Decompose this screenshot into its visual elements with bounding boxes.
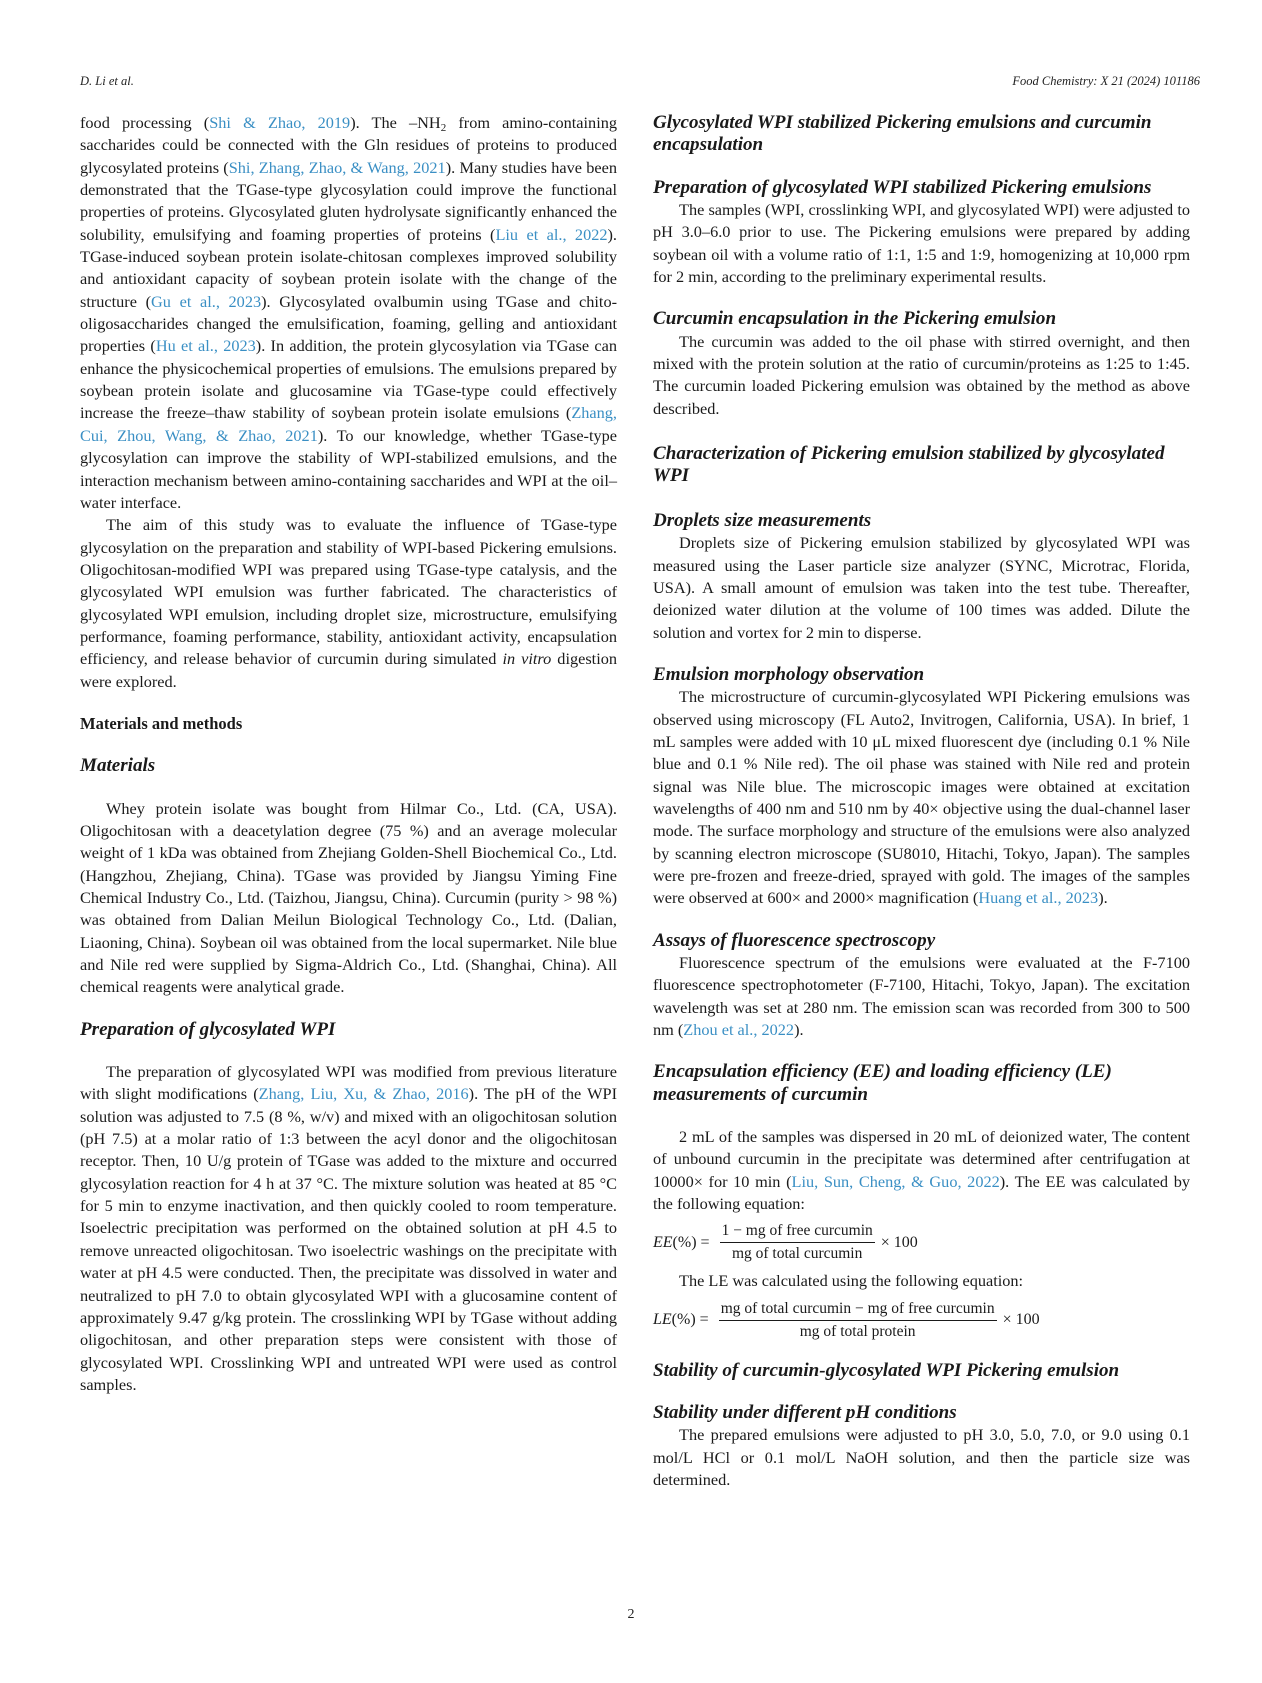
- right-column: [653, 112, 1190, 1492]
- subheading-characterization: Characterization of Pickering emulsion stabilized by glycosylated WPI: [653, 443, 1165, 487]
- denominator: mg of total protein: [799, 1322, 916, 1340]
- intro-paragraph-continued: food processing (Shi & Zhao, 2019). The $-NH_2$ from amino-containing saccharides could be connected with the Gln residues of proteins to produced glycosylated proteins (Shi, Zhang, Zhao, & Wang, 2021). Many studies have been demonstrated that the TGase-type glycosylation could improve the functional properties of proteins. Glycosylated gluten hydrolysate significantly enhanced the solubility, emulsifying and foaming properties of proteins (Liu et al., 2022). TGase-induced soybean protein isolate-chitosan complexes improved solubility and antioxidant capacity of soybean protein isolate with the change of the structure (Gu et al., 2023). Glycosylated ovalbumin using TGase and chito-oligosaccharides changed the emulsification, foaming, gelling and antioxidant properties (Hu et al., 2023). In addition, the protein glycosylation via TGase can enhance the physicochemical properties of emulsions. The emulsions prepared by soybean protein isolate and glucosamine via TGase-type could effectively increase the freeze–thaw stability of soybean protein isolate emulsions (Zhang, Cui, Zhou, Wang, & Zhao, 2021). To our knowledge, whether TGase-type glycosylation can improve the stability of WPI-stabilized emulsions, and the interaction mechanism between amino-containing saccharides and WPI at the oil–water interface.: [80, 113, 618, 512]
- le-intro: The LE was calculated using the following equation:: [679, 1271, 1024, 1291]
- citation-link[interactable]: Hu et al., 2023: [155, 336, 256, 356]
- aim-paragraph: The aim of this study was to evaluate the influence of TGase-type glycosylation on the preparation and stability of WPI-based Pickering emulsions. Oligochitosan-modified WPI was prepared using TGase-type catalysis, and the glycosylated WPI emulsion was further fabricated. The characteristics of glycosylated WPI emulsion, including droplet size, microstructure, emulsifying performance, foaming performance, stability, antioxidant activity, encapsulation efficiency, and release behavior of curcumin during simulated in vitro digestion were explored.: [80, 515, 617, 691]
- page-number: 2: [627, 1607, 635, 1622]
- emulsion-morphology-paragraph: The microstructure of curcumin-glycosylated WPI Pickering emulsions was observed using microscopy (FL Auto2, Invitrogen, California, USA). In brief, 1 mL samples were added with 10 μL mixed fluorescent dye (including 0.1 % Nile blue and 0.1 % Nile red). The oil phase was stained with Nile red and protein signal was Nile blue. The microscopic images were obtained at excitation wavelengths of 400 nm and 510 nm by 40× objective using the dual-channel laser mode. The surface morphology and structure of the emulsions were also analyzed by scanning electron microscope (SU8010, Hitachi, Tokyo, Japan). The samples were pre-frozen and freeze-dried, sprayed with gold. The images of the samples were observed at 600× and 2000× magnification (Huang et al., 2023).: [653, 687, 1190, 908]
- citation-link[interactable]: Zhou et al., 2022: [683, 1020, 795, 1040]
- left-column: [80, 112, 617, 1396]
- ee-le-paragraph: 2 mL of the samples was dispersed in 20 mL of deionized water, The content of unbound curcumin in the precipitate was determined after centrifugation at 10000× for 10 min (Liu, Sun, Cheng, & Guo, 2022). The EE was calculated by the following equation:: [653, 1127, 1190, 1214]
- subheading-preparation-emulsions: Preparation of glycosylated WPI stabilized Pickering emulsions: [653, 176, 1152, 198]
- citation-link[interactable]: Zhang, Cui, Zhou, Wang, & Zhao, 2021: [80, 403, 617, 445]
- subheading-glycosylated-wpi-emulsions: Glycosylated WPI stabilized Pickering emulsions and curcumin encapsulation: [653, 112, 1152, 156]
- subheading-materials: Materials: [80, 755, 156, 777]
- subheading-emulsion-morphology: Emulsion morphology observation: [653, 663, 925, 685]
- subheading-ph-stability: Stability under different pH conditions: [653, 1402, 957, 1424]
- fraction: [720, 1221, 875, 1264]
- subheading-stability: Stability of curcumin-glycosylated WPI Pickering emulsion: [653, 1359, 1120, 1381]
- fluorescence-paragraph: Fluorescence spectrum of the emulsions were evaluated at the F-7100 fluorescence spectrophotometer (F-7100, Hitachi, Tokyo, Japan). The excitation wavelength was set at 280 nm. The emission scan was recorded from 300 to 500 nm (Zhou et al., 2022).: [653, 953, 1190, 1040]
- numerator: 1 − mg of free curcumin: [720, 1221, 875, 1243]
- equation-le: LE(%) = $\frac{\text{mg of total curcumin − mg of free curcumin}}{\text{mg of total protein}}$ × 100: [653, 1299, 1040, 1340]
- running-head-journal: Food Chemistry: X 21 (2024) 101186: [1012, 74, 1200, 88]
- citation-link[interactable]: Shi & Zhao, 2019: [209, 113, 351, 132]
- denominator: mg of total curcumin: [731, 1245, 863, 1263]
- preparation-emulsions-paragraph: The samples (WPI, crosslinking WPI, and glycosylated WPI) were adjusted to pH 3.0–6.0 prior to use. The Pickering emulsions were prepared by adding soybean oil with a volume ratio of 1:1, 1:5 and 1:9, homogenizing at 10,000 rpm for 2 min, according to the preliminary experimental results.: [653, 200, 1190, 287]
- fraction: [719, 1299, 997, 1342]
- section-heading-materials-methods: Materials and methods: [80, 713, 243, 733]
- numerator: mg of total curcumin − mg of free curcumin: [719, 1299, 997, 1321]
- preparation-paragraph: The preparation of glycosylated WPI was modified from previous literature with slight modifications (Zhang, Liu, Xu, & Zhao, 2016). The pH of the WPI solution was adjusted to 7.5 (8 %, w/v) and mixed with an oligochitosan solution (pH 7.5) at a molar ratio of 1:3 between the acyl donor and the oligochitosan receptor. Then, 10 U/g protein of TGase was added to the mixture and occurred glycosylation reaction for 4 h at 37 °C. The mixture solution was heated at 85 °C for 5 min to enzyme inactivation, and then quickly cooled to room temperature. Isoelectric precipitation was performed on the obtained solution at pH 4.5 to remove unreacted oligochitosan. Two isoelectric washings on the precipitate with water at pH 4.5 were conducted. Then, the precipitate was dissolved in water and neutralized to pH 7.0 to obtain glycosylated WPI with a glucosamine content of approximately 9.47 g/kg protein. The crosslinking WPI by TGase without adding oligochitosan, and other preparation steps were consistent with those of glycosylated WPI. Crosslinking WPI and untreated WPI were used as control samples.: [80, 1062, 618, 1394]
- citation-link[interactable]: Huang et al., 2023: [978, 888, 1099, 908]
- equation-ee: EE(%) = $\frac{\text{1 − mg of free curcumin}}{\text{mg of total curcumin}}$ × 100: [653, 1222, 918, 1263]
- droplets-size-paragraph: Droplets size of Pickering emulsion stabilized by glycosylated WPI was measured using the Laser particle size analyzer (SYNC, Microtrac, Florida, USA). A small amount of emulsion was taken into the test tube. Thereafter, deionized water dilution at the volume of 100 times was added. Dilute the solution and vortex for 2 min to disperse.: [653, 533, 1190, 642]
- subheading-preparation-glycosylated-wpi: Preparation of glycosylated WPI: [80, 1018, 336, 1040]
- subheading-ee-le: Encapsulation efficiency (EE) and loading efficiency (LE) measurements of curcumin: [653, 1061, 1112, 1105]
- citation-link[interactable]: Gu et al., 2023: [151, 291, 262, 311]
- materials-paragraph: Whey protein isolate was bought from Hilmar Co., Ltd. (CA, USA). Oligochitosan with a deacetylation degree (75 %) and an average molecular weight of 1 kDa was obtained from Zhejiang Golden-Shell Biochemical Co., Ltd. (Hangzhou, Zhejiang, China). TGase was provided by Jiangsu Yiming Fine Chemical Industry Co., Ltd. (Taizhou, Jiangsu, China). Curcumin (purity > 98 %) was obtained from Dalian Meilun Biological Technology Co., Ltd. (Dalian, Liaoning, China). Soybean oil was obtained from the local supermarket. Nile blue and Nile red were supplied by Sigma-Aldrich Co., Ltd. (Shanghai, China). All chemical reagents were analytical grade.: [80, 798, 617, 997]
- running-head-authors: D. Li et al.: [80, 74, 134, 88]
- citation-link[interactable]: Liu, Sun, Cheng, & Guo, 2022: [791, 1171, 1000, 1191]
- citation-link[interactable]: Liu et al., 2022: [495, 224, 608, 244]
- subheading-fluorescence-spectroscopy: Assays of fluorescence spectroscopy: [653, 929, 936, 951]
- ph-stability-paragraph: The prepared emulsions were adjusted to pH 3.0, 5.0, 7.0, or 9.0 using 0.1 mol/L HCl or 0.1 mol/L NaOH solution, and then the particle size was determined.: [653, 1425, 1190, 1490]
- citation-link[interactable]: Shi, Zhang, Zhao, & Wang, 2021: [228, 157, 446, 177]
- subheading-curcumin-encapsulation: Curcumin encapsulation in the Pickering emulsion: [653, 308, 1057, 330]
- curcumin-encapsulation-paragraph: The curcumin was added to the oil phase with stirred overnight, and then mixed with the protein solution at the ratio of curcumin/proteins as 1:25 to 1:45. The curcumin loaded Pickering emulsion was obtained by the method as above described.: [653, 331, 1190, 418]
- citation-link[interactable]: Zhang, Liu, Xu, & Zhao, 2016: [258, 1084, 469, 1104]
- subheading-droplets-size: Droplets size measurements: [653, 509, 872, 531]
